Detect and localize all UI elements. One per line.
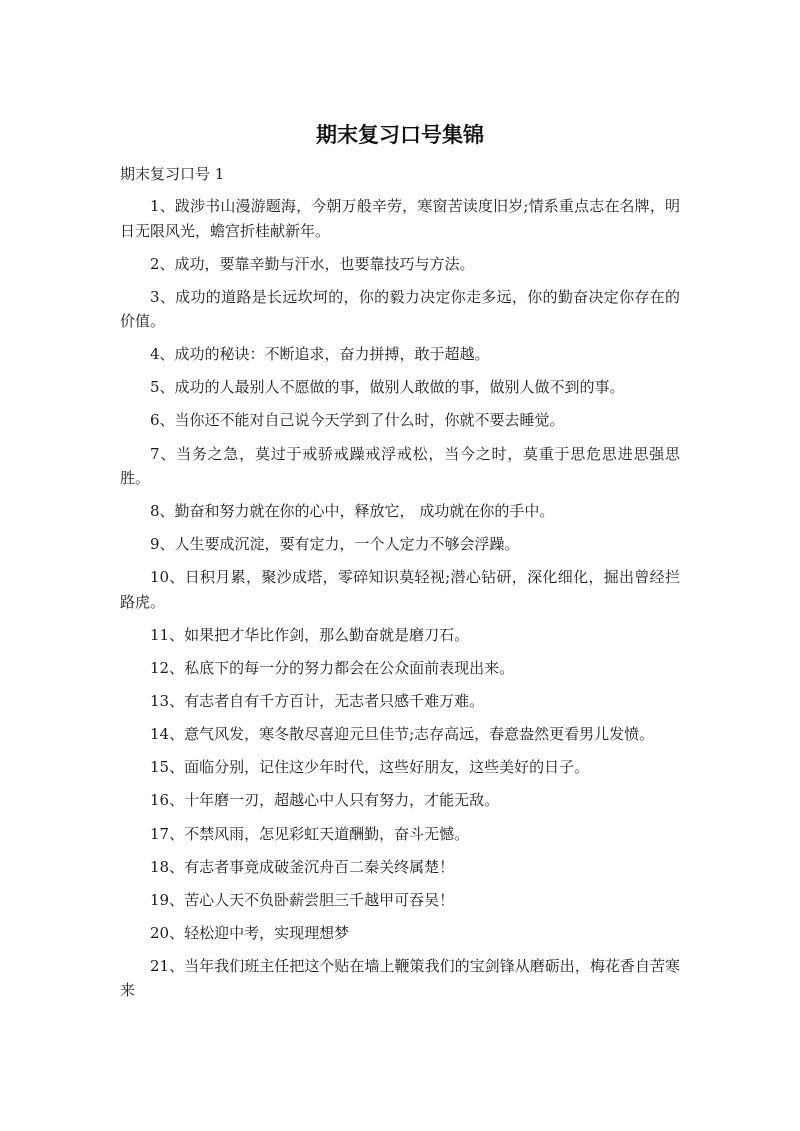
list-item: 18、有志者事竟成破釜沉舟百二秦关终属楚！ xyxy=(150,857,455,876)
list-item: 14、意气风发，寒冬散尽喜迎元旦佳节;志存高远，春意盎然更看男儿发愤。 xyxy=(150,725,655,744)
list-item: 7、当务之急，莫过于戒骄戒躁戒浮戒松，当今之时，莫重于思危思进思强思胜。 xyxy=(120,444,680,488)
list-item: 17、不禁风雨，怎见彩虹天道酬勤，奋斗无憾。 xyxy=(150,824,470,843)
list-item: 5、成功的人最别人不愿做的事，做别人敢做的事，做别人做不到的事。 xyxy=(150,378,625,397)
list-item: 1、跋涉书山漫游题海，今朝万般辛劳，寒窗苦读度旧岁;情系重点志在名牌，明日无限风光，蟾宫折桂献新年。 xyxy=(120,197,680,240)
slogan-list xyxy=(120,194,680,1011)
list-item: 4、成功的秘诀：不断追求，奋力拼搏，敢于超越。 xyxy=(150,345,490,364)
list-item: 2、成功，要靠辛勤与汗水，也要靠技巧与方法。 xyxy=(150,254,475,273)
list-item: 21、当年我们班主任把这个贴在墙上鞭策我们的宝剑锋从磨砺出，梅花香自苦寒来 xyxy=(120,956,680,1000)
list-item: 20、轻松迎中考，实现理想梦 xyxy=(150,923,350,942)
page-title: 期末复习口号集锦 xyxy=(316,123,484,147)
list-item: 10、日积月累，聚沙成塔，零碎知识莫轻视;潜心钻研，深化细化，掘出曾经拦路虎。 xyxy=(120,568,680,611)
list-item: 16、十年磨一刃，超越心中人只有努力，才能无敌。 xyxy=(150,791,500,810)
list-item: 12、私底下的每一分的努力都会在公众面前表现出来。 xyxy=(150,659,515,678)
list-item: 15、面临分别，记住这少年时代，这些好朋友，这些美好的日子。 xyxy=(150,758,590,777)
list-item: 13、有志者自有千方百计，无志者只感千难万难。 xyxy=(150,692,485,711)
list-item: 8、勤奋和努力就在你的心中，释放它， 成功就在你的手中。 xyxy=(150,502,555,521)
list-item: 6、当你还不能对自己说今天学到了什么时，你就不要去睡觉。 xyxy=(150,411,565,430)
list-item: 9、人生要成沉淀，要有定力，一个人定力不够会浮躁。 xyxy=(150,535,520,554)
list-item: 19、苦心人天不负卧薪尝胆三千越甲可吞吴！ xyxy=(150,890,455,909)
section-subtitle: 期末复习口号 1 xyxy=(120,165,225,183)
list-item: 11、如果把才华比作剑，那么勤奋就是磨刀石。 xyxy=(150,625,470,644)
list-item: 3、成功的道路是长远坎坷的，你的毅力决定你走多远，你的勤奋决定你存在的价值。 xyxy=(120,287,680,331)
